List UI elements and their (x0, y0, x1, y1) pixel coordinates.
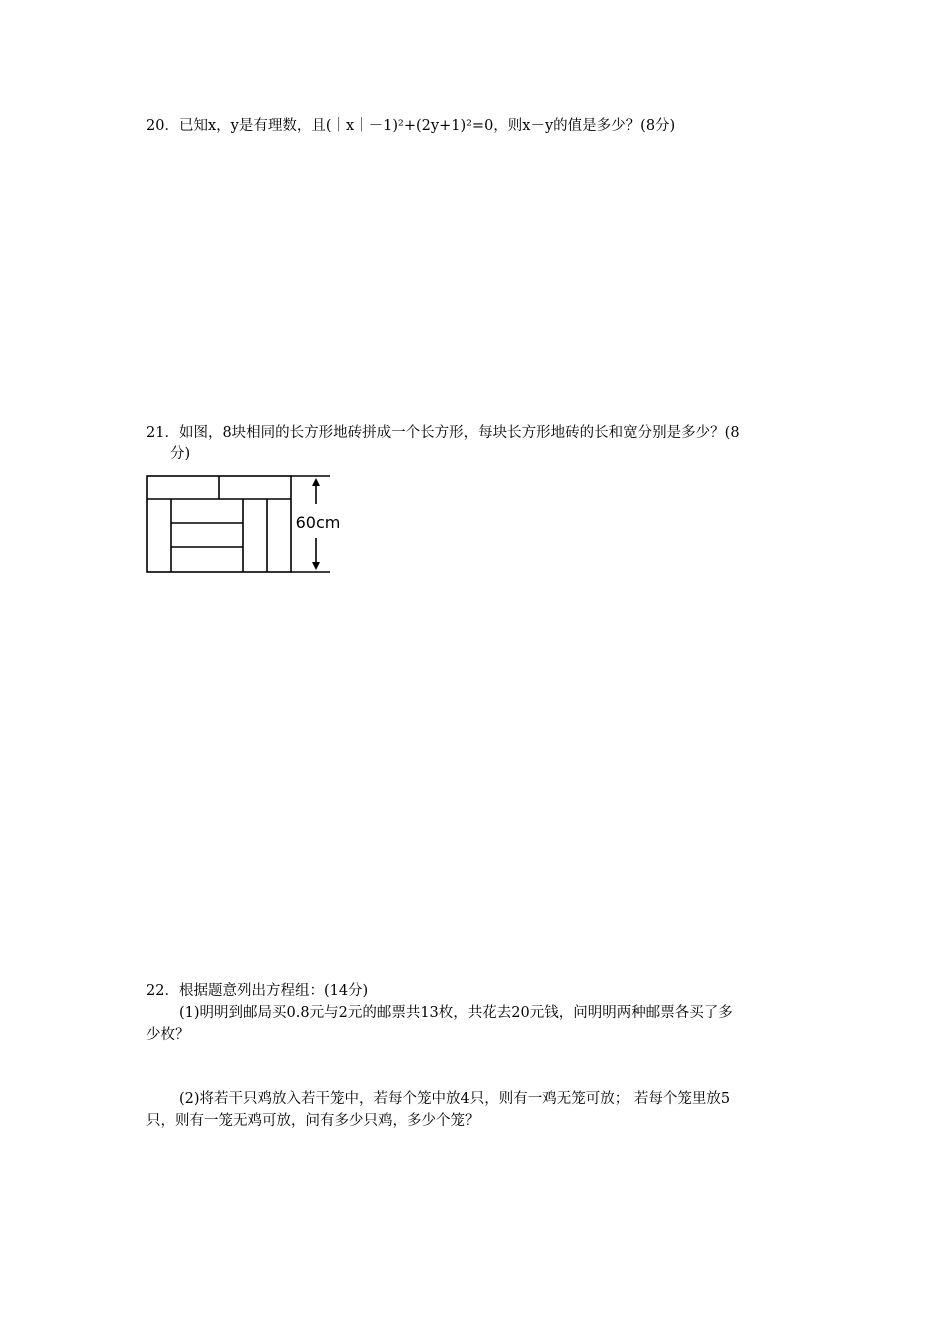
question-22-part1-line1 (179, 1003, 733, 1023)
arrow-up-icon (312, 478, 320, 486)
question-number: 20． (146, 118, 179, 134)
part1-text: (1)明明到邮局买0.8元与2元的邮票共13枚，共花去20元钱，问明明两种邮票各买了多 (179, 1005, 733, 1021)
part2-text: (2)将若干只鸡放入若干笼中，若每个笼中放4只，则有一鸡无笼可放； 若每个笼里放5 (179, 1091, 731, 1107)
question-22-title (146, 981, 368, 1001)
question-21-line2 (170, 444, 190, 464)
question-22-part1-line2 (146, 1025, 190, 1045)
question-text-continued: 分) (170, 446, 191, 462)
question-22-part2-line2 (146, 1111, 480, 1131)
part2-text-continued: 只，则有一笼无鸡可放，问有多少只鸡，多少个笼？ (146, 1113, 480, 1129)
question-22-part2-line1 (179, 1089, 730, 1109)
question-text: 如图，8块相同的长方形地砖拼成一个长方形，每块长方形地砖的长和宽分别是多少？(8 (178, 425, 740, 441)
question-20 (146, 116, 675, 136)
question-number: 21． (146, 425, 179, 441)
question-21-line1 (146, 423, 740, 443)
question-number: 22． (146, 983, 179, 999)
tile-diagram (146, 474, 346, 574)
arrow-down-icon (312, 562, 320, 570)
tile-figure (146, 474, 346, 578)
question-text: 根据题意列出方程组：(14分) (178, 983, 369, 999)
part1-text-continued: 少枚？ (146, 1027, 190, 1043)
question-text: 已知x，y是有理数，且(｜x｜－1)²+(2y+1)²=0，则x－y的值是多少？(8分) (178, 118, 676, 134)
dimension-label: 60cm (295, 513, 341, 532)
